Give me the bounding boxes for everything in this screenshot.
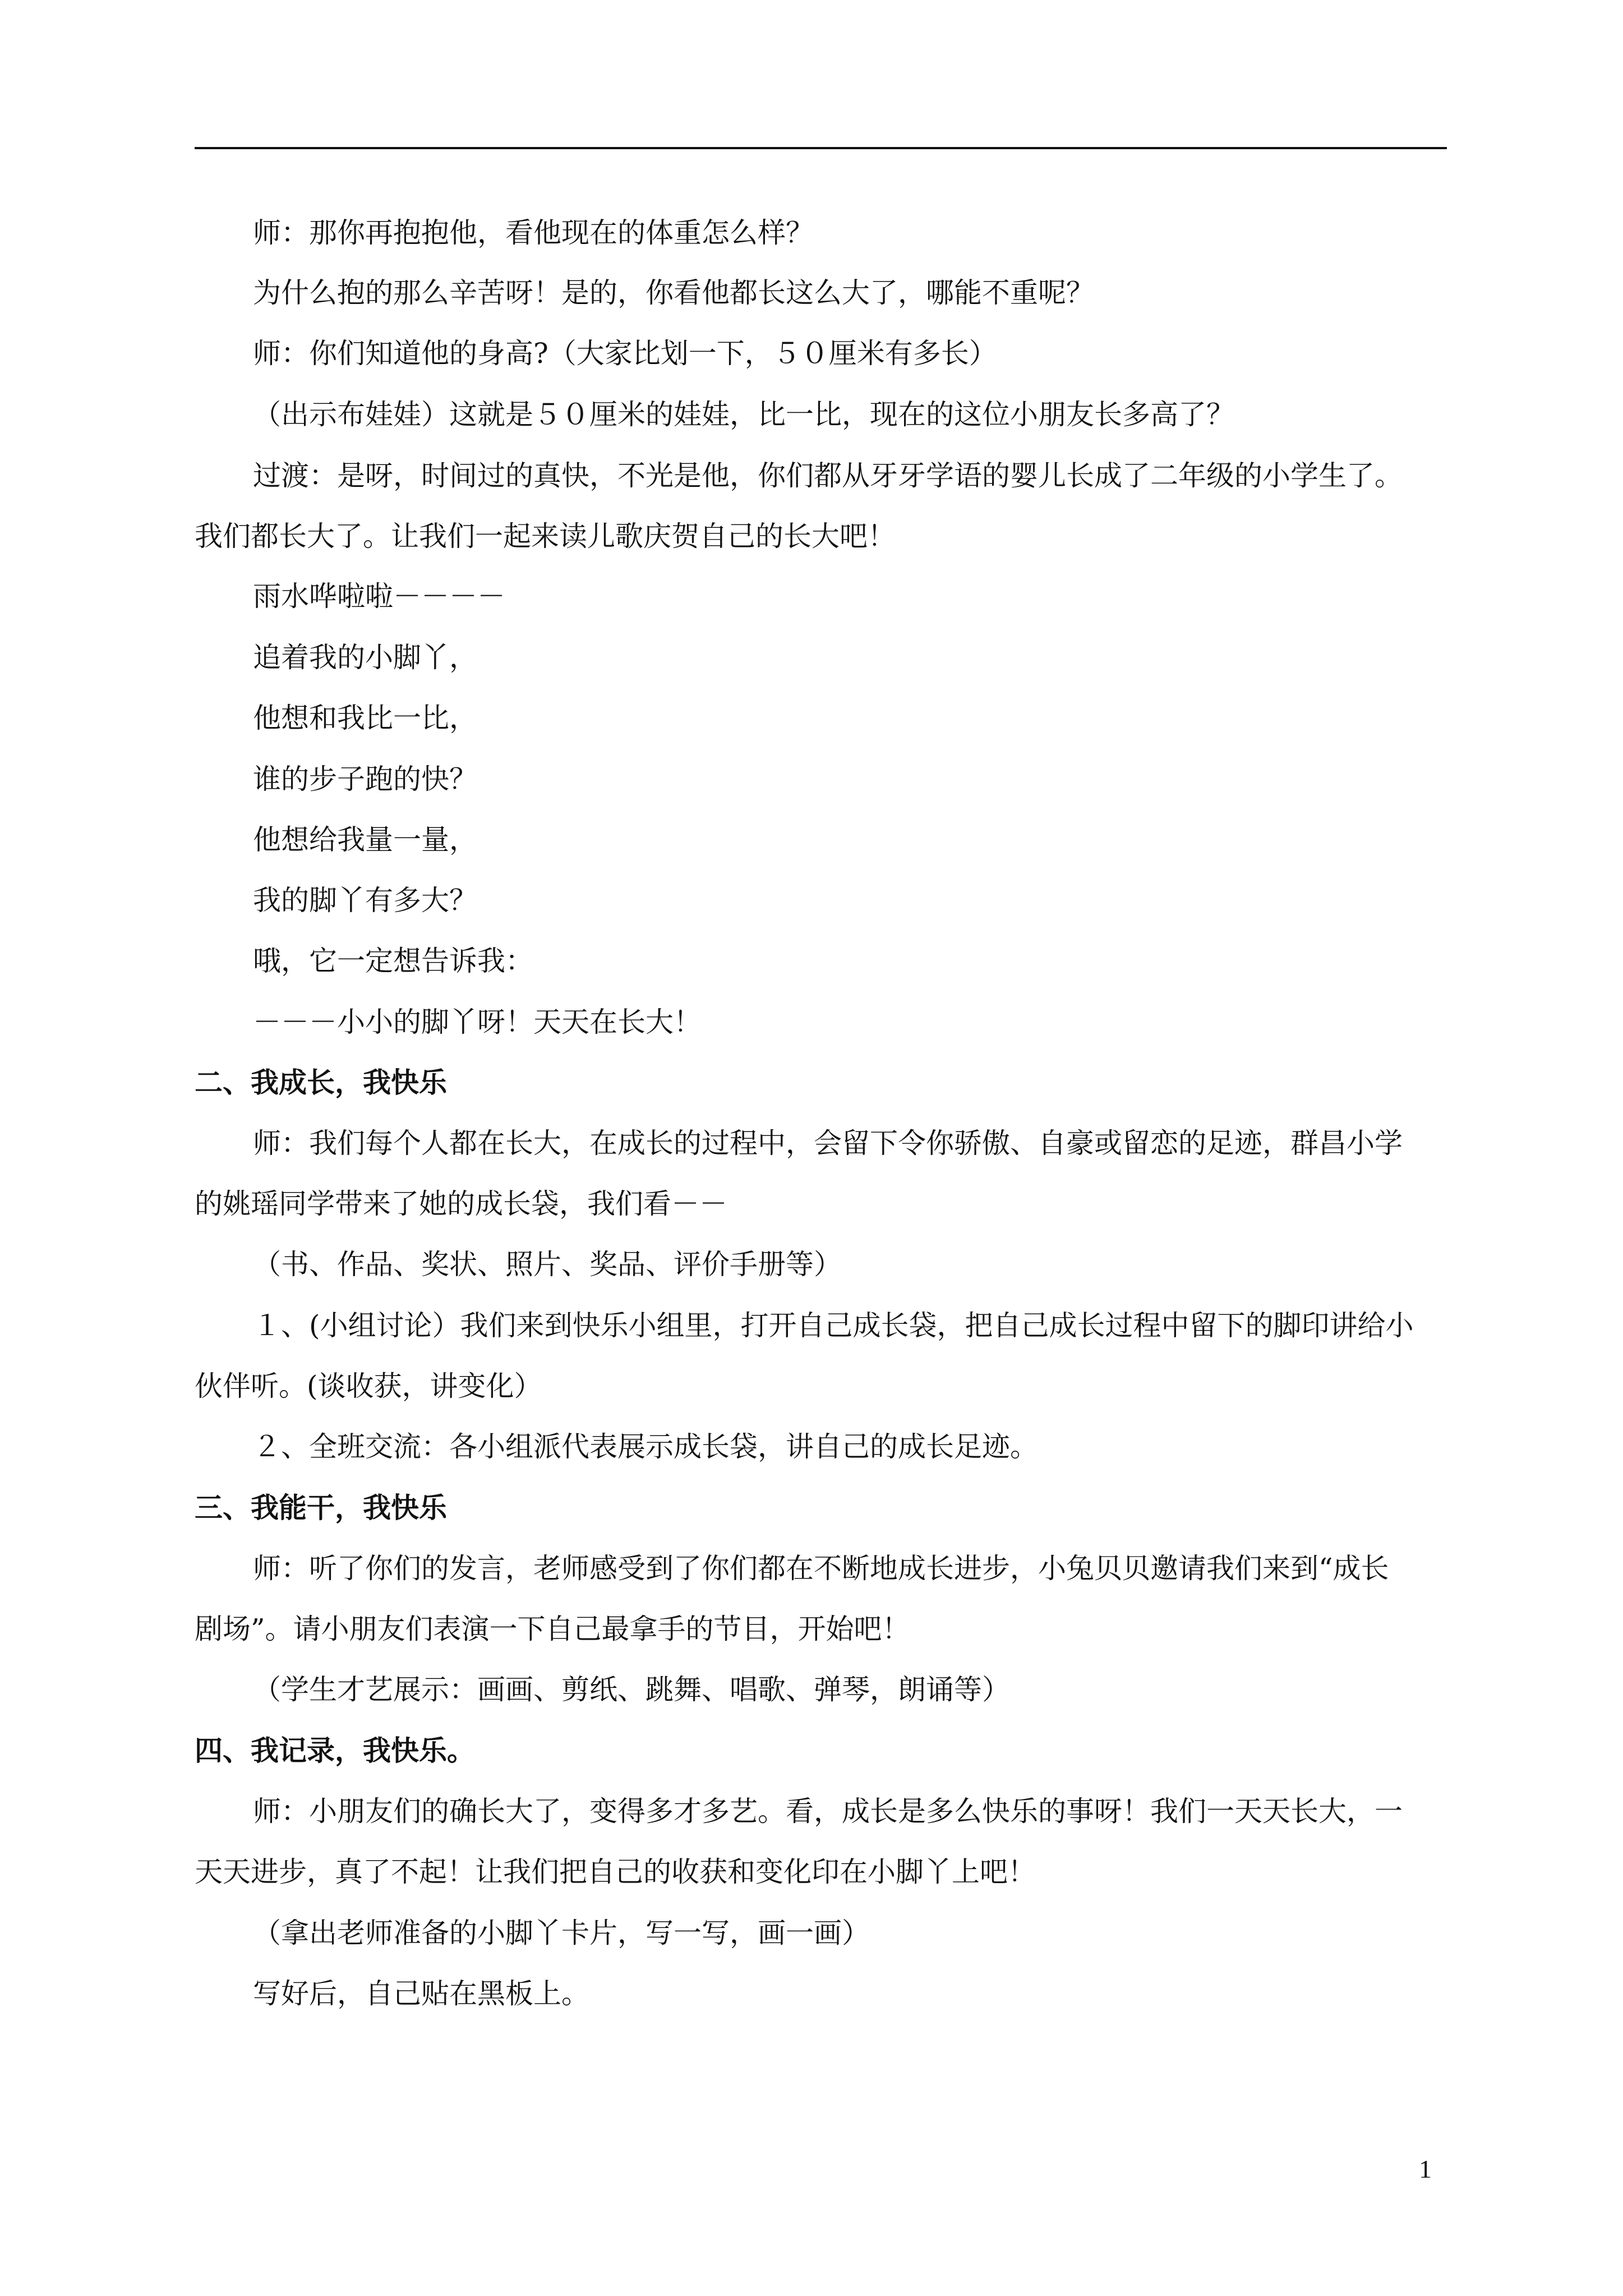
paragraph-line: ２、全班交流：各小组派代表展示成长袋，讲自己的成长足迹。 (253, 1430, 1038, 1463)
page-number: 1 (1419, 2155, 1432, 2183)
section-heading: 二、我成长，我快乐 (195, 1066, 447, 1099)
poem-line: 他想给我量一量， (253, 823, 477, 856)
paragraph-line: 师：小朋友们的确长大了，变得多才多艺。看，成长是多么快乐的事呀！我们一天天长大，一 (253, 1795, 1403, 1828)
poem-line: 我的脚丫有多大？ (253, 884, 477, 917)
poem-line: 追着我的小脚丫， (253, 641, 477, 674)
paragraph-line: 剧场”。请小朋友们表演一下自己最拿手的节目，开始吧！ (195, 1613, 910, 1645)
paragraph-line: （出示布娃娃）这就是５０厘米的娃娃，比一比，现在的这位小朋友长多高了？ (253, 398, 1234, 431)
header-rule (195, 147, 1447, 149)
paragraph-line: 师：那你再抱抱他，看他现在的体重怎么样？ (253, 217, 814, 249)
paragraph-line: １、(小组讨论）我们来到快乐小组里，打开自己成长袋，把自己成长过程中留下的脚印讲给小 (253, 1309, 1414, 1342)
paragraph-line: 为什么抱的那么辛苦呀！是的，你看他都长这么大了，哪能不重呢？ (253, 277, 1094, 309)
paragraph-line: 天天进步，真了不起！让我们把自己的收获和变化印在小脚丫上吧！ (195, 1856, 1036, 1888)
poem-line: 他想和我比一比， (253, 702, 477, 734)
paragraph-line: 写好后，自己贴在黑板上。 (253, 1977, 589, 2010)
section-heading: 三、我能干，我快乐 (195, 1492, 447, 1524)
paragraph-line: 师：听了你们的发言，老师感受到了你们都在不断地成长进步，小兔贝贝邀请我们来到“成长 (253, 1552, 1389, 1585)
paragraph-line: 过渡：是呀，时间过的真快，不光是他，你们都从牙牙学语的婴儿长成了二年级的小学生了。 (253, 459, 1403, 492)
paragraph-line: （书、作品、奖状、照片、奖品、评价手册等） (253, 1248, 842, 1281)
paragraph-line: （学生才艺展示：画画、剪纸、跳舞、唱歌、弹琴，朗诵等） (253, 1673, 1010, 1706)
poem-line: 谁的步子跑的快？ (253, 763, 477, 795)
section-heading: 四、我记录，我快乐。 (195, 1734, 475, 1767)
paragraph-line: 师：你们知道他的身高?（大家比划一下，５０厘米有多长） (253, 337, 997, 370)
paragraph-line: 我们都长大了。让我们一起来读儿歌庆贺自己的长大吧！ (195, 520, 896, 553)
paragraph-line: 师：我们每个人都在长大，在成长的过程中，会留下令你骄傲、自豪或留恋的足迹，群昌小学 (253, 1127, 1403, 1159)
paragraph-line: 伙伴听。(谈收获，讲变化） (195, 1370, 542, 1402)
paragraph-line: 的姚瑶同学带来了她的成长袋，我们看－－ (195, 1188, 727, 1220)
poem-line: －－－小小的脚丫呀！天天在长大！ (253, 1006, 702, 1038)
poem-line: 哦，它一定想告诉我： (253, 945, 533, 977)
paragraph-line: （拿出老师准备的小脚丫卡片，写一写，画一画） (253, 1917, 870, 1949)
poem-line: 雨水哗啦啦－－－－ (253, 580, 505, 613)
